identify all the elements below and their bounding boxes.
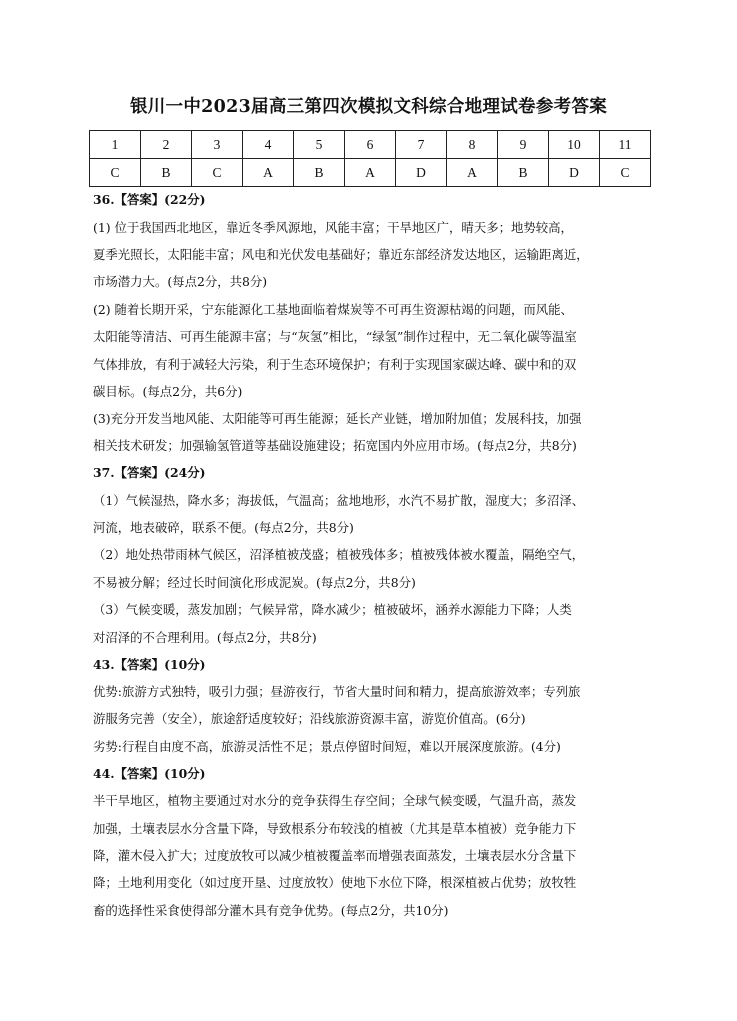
- section-37-line: 河流，地表破碎，联系不便。(每点2分，共8分): [93, 520, 354, 535]
- question-number-row: [90, 131, 651, 159]
- section-36-line: (3)充分开发当地风能、太阳能等可再生能源；延长产业链，增加附加值；发展科技，加强: [93, 411, 582, 426]
- section-37-line: （3）气候变暖，蒸发加剧；气候异常，降水减少；植被破坏，涵养水源能力下降；人类: [93, 602, 572, 617]
- answer-letter: A: [345, 159, 396, 187]
- question-number: 3: [192, 131, 243, 159]
- section-36-line: (2) 随着长期开采，宁东能源化工基地面临着煤炭等不可再生资源枯竭的问题，而风能、: [93, 302, 573, 317]
- section-44-line: 半干旱地区，植物主要通过对水分的竞争获得生存空间；全球气候变暖，气温升高，蒸发: [93, 793, 577, 808]
- section-36-line: 夏季光照长，太阳能丰富；风电和光伏发电基础好；靠近东部经济发达地区，运输距离近，: [93, 247, 589, 262]
- section-37-line: （1）气候湿热，降水多；海拔低，气温高；盆地地形，水汽不易扩散，湿度大；多沼泽、: [93, 493, 585, 508]
- section-36-heading: 36.【答案】(22分): [93, 192, 206, 207]
- question-number: 2: [141, 131, 192, 159]
- section-36-line: 碳目标。(每点2分，共6分): [93, 384, 243, 399]
- section-36-line: (1) 位于我国西北地区，靠近冬季风源地，风能丰富；干旱地区广，晴天多；地势较高，: [93, 220, 573, 235]
- section-36-line: 气体排放，有利于减轻大污染，利于生态环境保护；有利于实现国家碳达峰、碳中和的双: [93, 357, 577, 372]
- section-37-heading: 37.【答案】(24分): [93, 465, 206, 480]
- answer-letter-row: [90, 159, 651, 187]
- answer-letter: B: [498, 159, 549, 187]
- answer-letter: D: [396, 159, 447, 187]
- question-number: 8: [447, 131, 498, 159]
- answer-letter: C: [192, 159, 243, 187]
- answer-key-table: [89, 130, 651, 187]
- section-36-line: 太阳能等清洁、可再生能源丰富；与“灰氢”相比，“绿氢”制作过程中，无二氧化碳等温室: [93, 329, 577, 344]
- question-number: 4: [243, 131, 294, 159]
- question-number: 7: [396, 131, 447, 159]
- section-43-line: 劣势:行程自由度不高，旅游灵活性不足；景点停留时间短，难以开展深度旅游。(4分): [93, 739, 561, 754]
- question-number: 9: [498, 131, 549, 159]
- section-43-line: 优势:旅游方式独特，吸引力强；昼游夜行，节省大量时间和精力，提高旅游效率；专列旅: [93, 684, 581, 699]
- section-44-line: 降，灌木侵入扩大；过度放牧可以减少植被覆盖率而增强表面蒸发，土壤表层水分含量下: [93, 848, 577, 863]
- section-37-line: 对沼泽的不合理利用。(每点2分，共8分): [93, 630, 317, 645]
- answer-letter: C: [600, 159, 651, 187]
- answer-letter: A: [447, 159, 498, 187]
- section-36-line: 相关技术研发；加强输氢管道等基础设施建设；拓宽国内外应用市场。(每点2分，共8分): [93, 438, 577, 453]
- question-number: 5: [294, 131, 345, 159]
- section-37-line: （2）地处热带雨林气候区，沼泽植被茂盛；植被残体多；植被残体被水覆盖，隔绝空气，: [93, 547, 585, 562]
- answer-letter: A: [243, 159, 294, 187]
- answer-letter: B: [294, 159, 345, 187]
- question-number: 10: [549, 131, 600, 159]
- question-number: 1: [90, 131, 141, 159]
- section-44-heading: 44.【答案】(10分): [93, 766, 206, 781]
- section-43-heading: 43.【答案】(10分): [93, 657, 206, 672]
- answer-letter: B: [141, 159, 192, 187]
- section-44-line: 加强，土壤表层水分含量下降，导致根系分布较浅的植被（尤其是草本植被）竞争能力下: [93, 821, 577, 836]
- page-title: 银川一中2023届高三第四次模拟文科综合地理试卷参考答案: [129, 97, 608, 117]
- section-37-line: 不易被分解；经过长时间演化形成泥炭。(每点2分，共8分): [93, 575, 416, 590]
- section-43-line: 游服务完善（安全），旅途舒适度较好；沿线旅游资源丰富，游览价值高。(6分): [93, 711, 526, 726]
- question-number: 6: [345, 131, 396, 159]
- section-44-line: 降；土地利用变化（如过度开垦、过度放牧）使地下水位下降，根深植被占优势；放牧牲: [93, 875, 577, 890]
- answer-letter: C: [90, 159, 141, 187]
- answer-letter: D: [549, 159, 600, 187]
- section-44-line: 畜的选择性采食使得部分灌木具有竞争优势。(每点2分，共10分): [93, 903, 449, 918]
- question-number: 11: [600, 131, 651, 159]
- section-36-line: 市场潜力大。(每点2分，共8分): [93, 274, 268, 289]
